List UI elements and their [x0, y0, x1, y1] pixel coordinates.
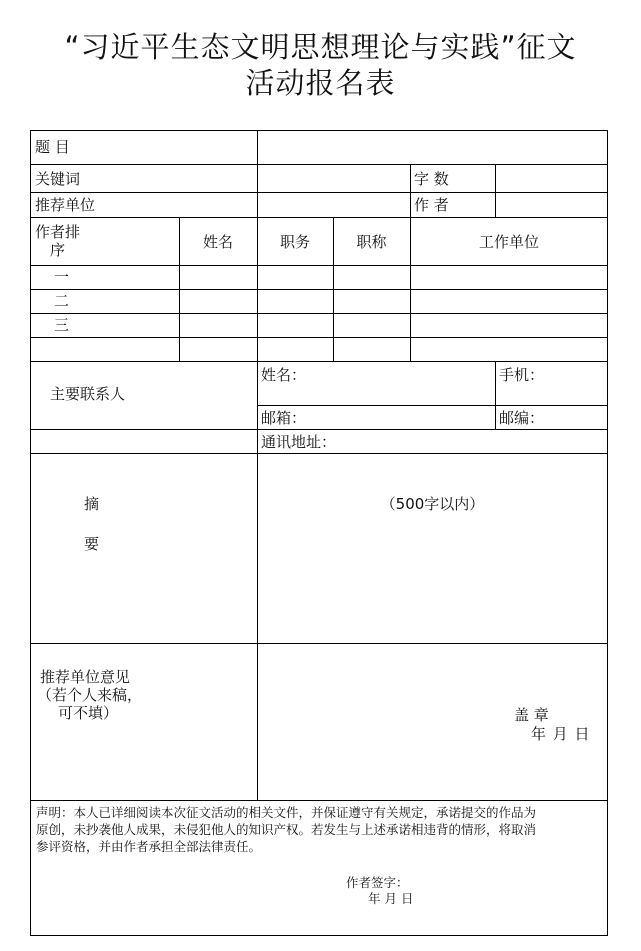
form-title-line-1: “习近平生态文明思想理论与实践”征文: [64, 30, 577, 64]
abstract-label-char-2: 要: [84, 535, 100, 553]
author-row-1: 一: [54, 268, 70, 286]
author-order-header-cont: 序: [50, 241, 66, 259]
row-divider: [30, 643, 608, 644]
contact-email-label: 邮箱：: [261, 409, 307, 427]
row-divider: [257, 405, 608, 406]
main-contact-label: 主要联系人: [50, 385, 126, 403]
row-divider: [30, 265, 608, 266]
signature-date: 年 月 日: [368, 891, 414, 906]
contact-name-label: 姓名：: [261, 366, 307, 384]
abstract-label-char-1: 摘: [84, 495, 100, 513]
row-divider: [30, 453, 608, 454]
row-divider: [30, 192, 608, 193]
author-row-2: 二: [54, 292, 70, 310]
col-header-work-unit: 工作单位: [478, 233, 539, 251]
col-header-name: 姓名: [202, 233, 233, 251]
declaration-line-3: 参评资格，并由作者承担全部法律责任。: [36, 839, 262, 854]
declaration-line-1: 声明：本人已详细阅读本次征文活动的相关文件，并保证遵守有关规定，承诺提交的作品为: [36, 805, 537, 820]
word-count-label: 字 数: [414, 170, 449, 188]
topic-label: 题 目: [35, 138, 70, 156]
row-divider: [30, 289, 608, 290]
author-signature-label: 作者签字：: [346, 875, 409, 890]
row-divider: [30, 361, 608, 362]
form-title-line-2: 活动报名表: [245, 66, 396, 100]
opinion-note-line-2: 可不填）: [58, 704, 119, 722]
opinion-date: 年 月 日: [531, 725, 590, 743]
row-divider: [30, 429, 608, 430]
declaration-line-2: 原创，未抄袭他人成果，未侵犯他人的知识产权。若发生与上述承诺相违背的情形，将取消: [36, 822, 537, 837]
row-divider: [30, 800, 608, 801]
author-order-header: 作者排: [35, 223, 81, 241]
recommending-unit-label: 推荐单位: [35, 196, 96, 214]
keywords-label: 关键词: [35, 170, 81, 188]
column-divider: [257, 361, 258, 453]
row-divider: [30, 337, 608, 338]
contact-mobile-label: 手机：: [499, 366, 545, 384]
opinion-label: 推荐单位意见: [40, 668, 131, 686]
col-header-position: 职务: [279, 233, 310, 251]
author-label: 作 者: [414, 196, 449, 214]
seal-label: 盖 章: [514, 706, 549, 724]
opinion-note-line-1: （若个人来稿，: [37, 686, 143, 704]
author-row-3: 三: [54, 316, 70, 334]
row-divider: [30, 164, 608, 165]
row-divider: [30, 217, 608, 218]
row-divider: [30, 313, 608, 314]
contact-address-label: 通讯地址：: [261, 433, 337, 451]
column-divider: [495, 164, 496, 217]
col-header-title: 职称: [356, 233, 387, 251]
abstract-length-hint: （500字以内）: [380, 495, 485, 513]
column-divider: [495, 361, 496, 429]
column-divider: [410, 164, 411, 217]
contact-postcode-label: 邮编：: [499, 409, 545, 427]
